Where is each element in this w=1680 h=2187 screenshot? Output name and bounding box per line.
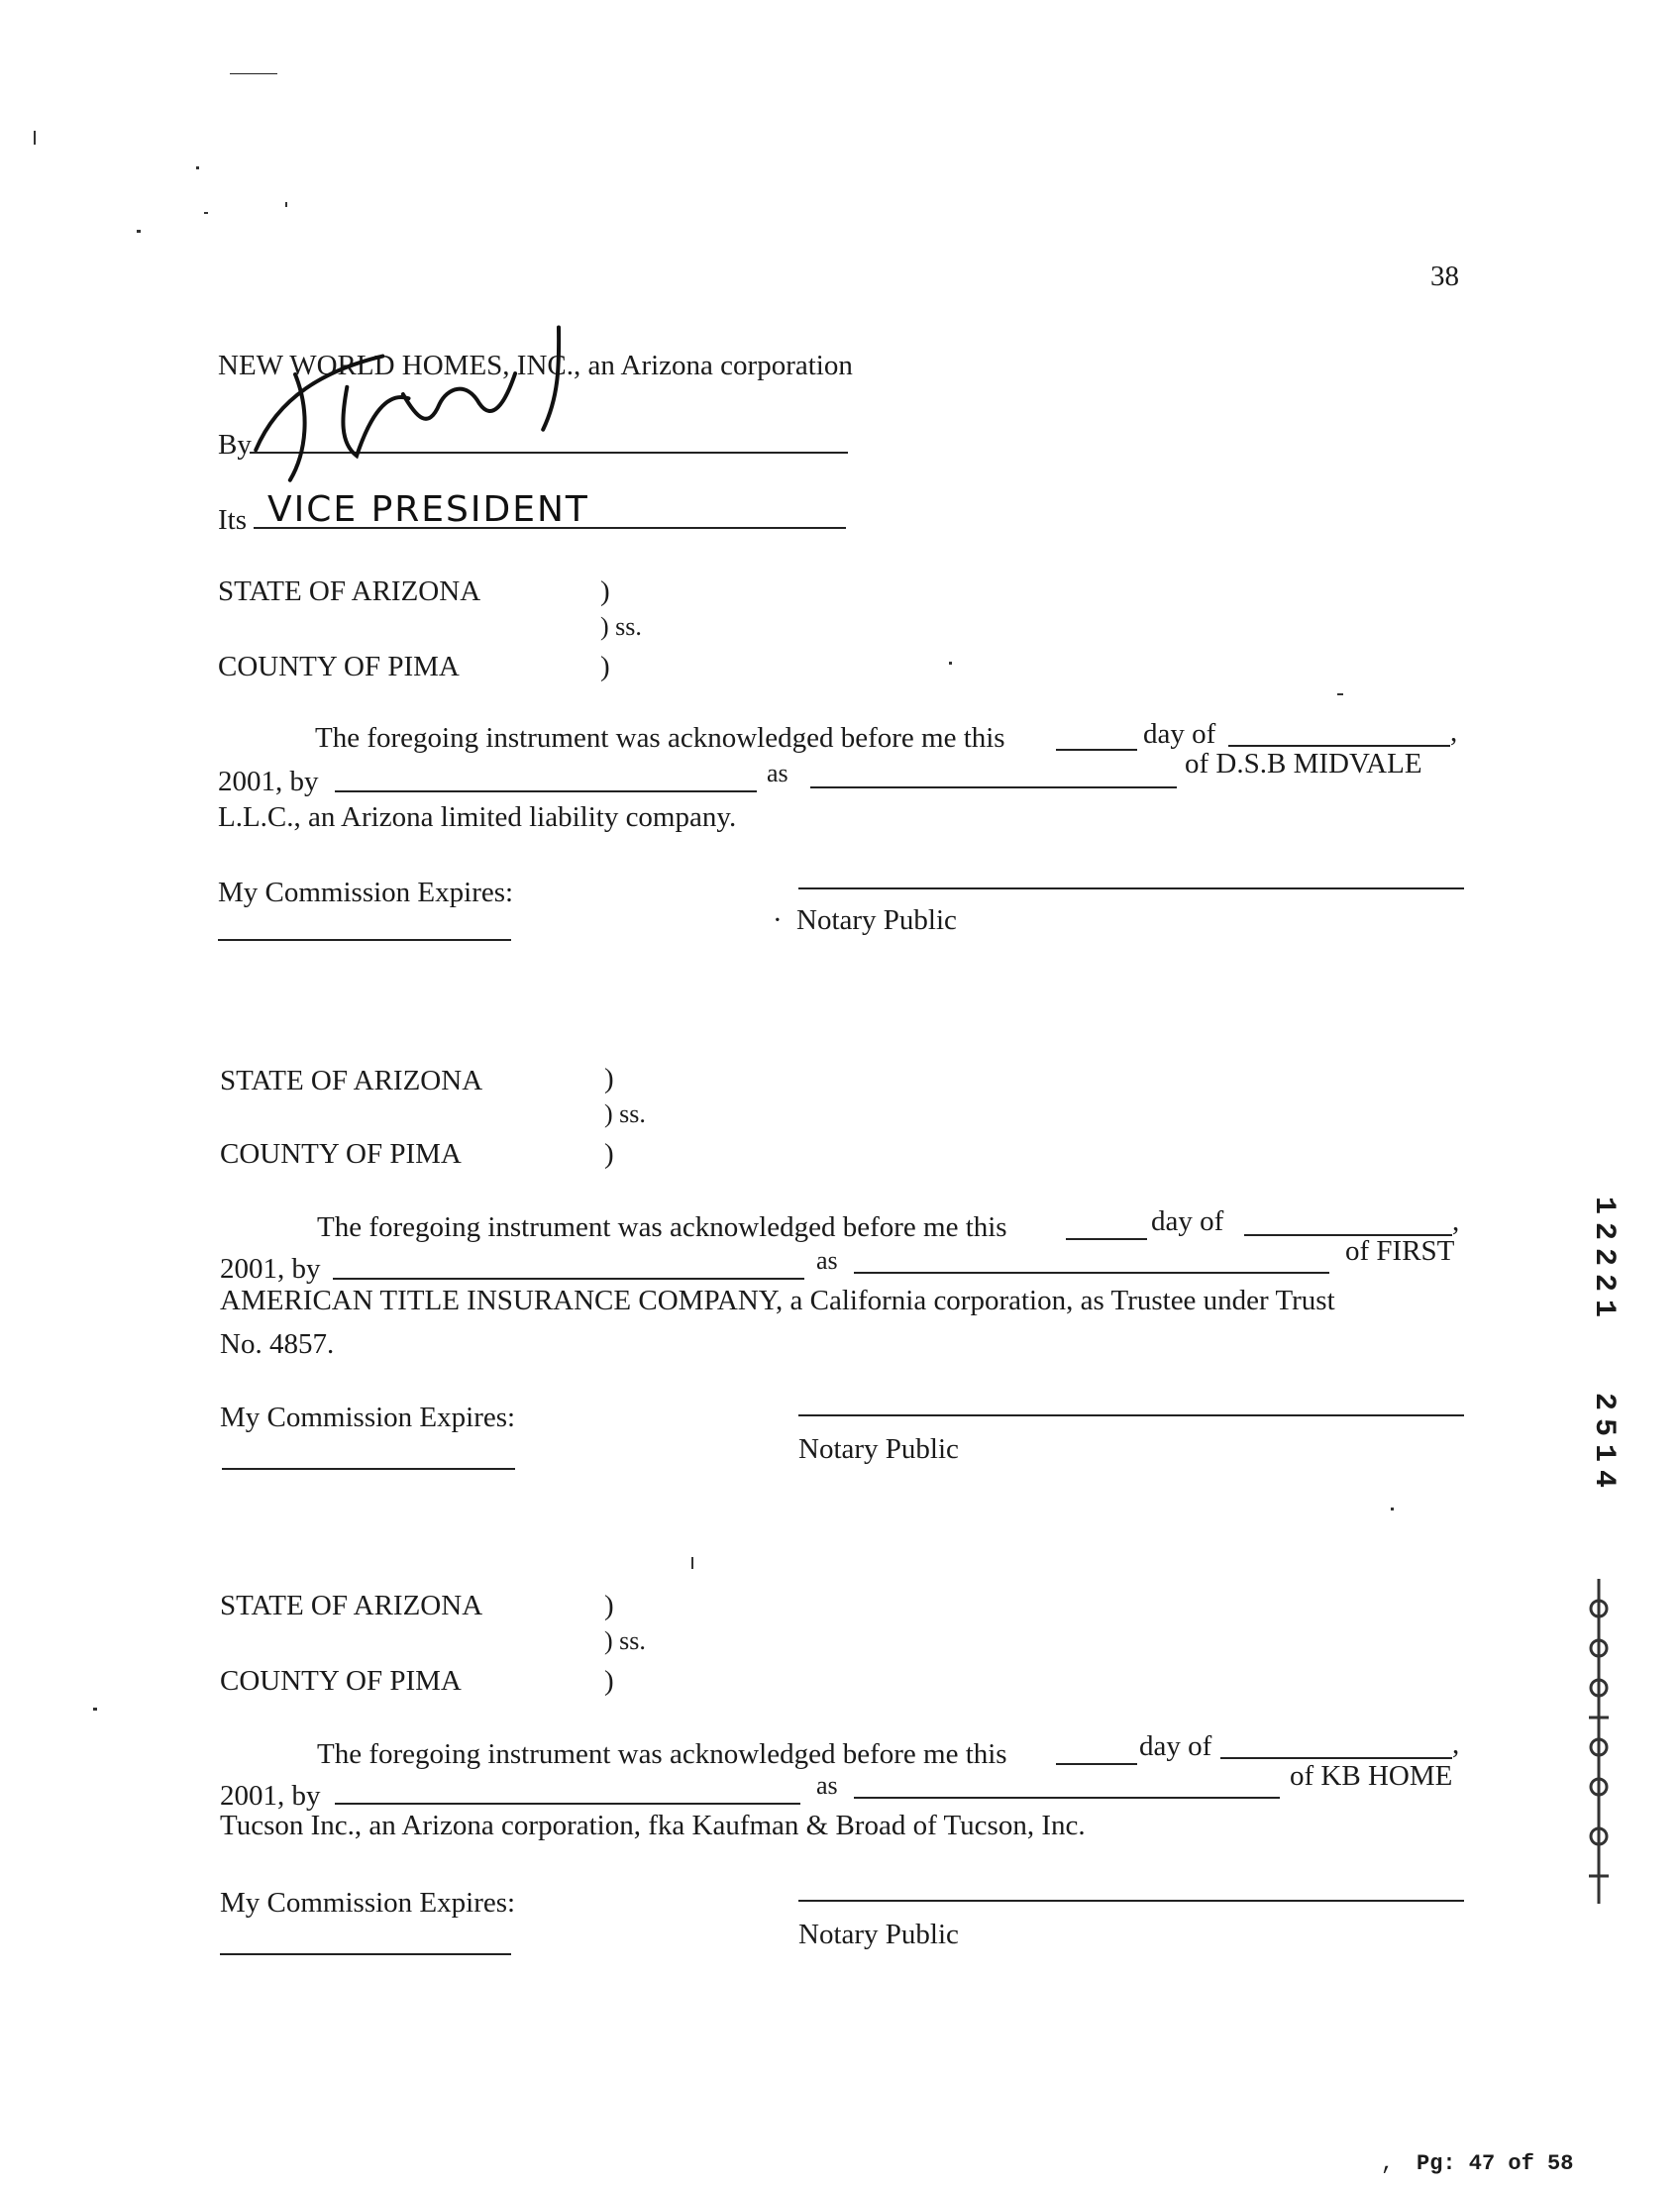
stamp-digit: 1 bbox=[1587, 1299, 1621, 1317]
county-label: COUNTY OF PIMA bbox=[220, 1665, 462, 1697]
comma: , bbox=[1452, 1205, 1460, 1237]
page-count-footer: Pg: 47 of 58 bbox=[1417, 2151, 1574, 2176]
title-blank bbox=[854, 1797, 1280, 1799]
year-by-label: 2001, by bbox=[220, 1780, 321, 1812]
its-label: Its bbox=[218, 504, 247, 536]
recording-number-top bbox=[1589, 1193, 1619, 1321]
signature-icon bbox=[234, 311, 624, 491]
commission-label: My Commission Expires: bbox=[218, 877, 514, 908]
its-handwritten-title: VICE PRESIDENT bbox=[267, 489, 589, 530]
day-blank bbox=[1066, 1238, 1147, 1240]
title-blank bbox=[854, 1272, 1329, 1274]
recording-number-bottom bbox=[1589, 1389, 1619, 1492]
notary-signature-line bbox=[798, 1900, 1464, 1902]
trust-number: No. 4857. bbox=[220, 1328, 335, 1360]
stamp-digit: 1 bbox=[1587, 1443, 1621, 1462]
state-label: STATE OF ARIZONA bbox=[218, 575, 481, 607]
ss-label: ) ss. bbox=[600, 612, 642, 641]
stamp-digit: 2 bbox=[1587, 1221, 1621, 1240]
comma: , bbox=[1450, 716, 1458, 748]
notary-label: Notary Public bbox=[798, 1919, 959, 1950]
paren: ) bbox=[604, 1665, 614, 1697]
scan-mark bbox=[230, 73, 277, 74]
scan-speck bbox=[949, 662, 952, 665]
paren: ) bbox=[604, 1590, 614, 1621]
ack-intro: The foregoing instrument was acknowledged before me this bbox=[317, 1211, 1007, 1243]
ack-intro: The foregoing instrument was acknowledged before me this bbox=[317, 1738, 1007, 1770]
paren: ) bbox=[604, 1138, 614, 1170]
title-blank bbox=[810, 786, 1177, 788]
ack-intro: The foregoing instrument was acknowledged before me this bbox=[315, 722, 1005, 754]
commission-date-line bbox=[222, 1468, 515, 1470]
scan-speck bbox=[1337, 693, 1343, 695]
signer-blank bbox=[335, 1803, 800, 1805]
scan-speck bbox=[93, 1708, 97, 1711]
stamp-digit: 5 bbox=[1587, 1417, 1621, 1436]
signer-blank bbox=[333, 1278, 804, 1280]
county-label: COUNTY OF PIMA bbox=[220, 1138, 462, 1170]
state-label: STATE OF ARIZONA bbox=[220, 1590, 483, 1621]
footer-comma: , bbox=[1381, 2151, 1395, 2176]
page-number: 38 bbox=[1430, 260, 1459, 292]
scan-speck bbox=[137, 230, 141, 233]
as-label: as bbox=[816, 1246, 838, 1275]
stamp-digit: 2 bbox=[1587, 1247, 1621, 1266]
scan-speck bbox=[196, 166, 199, 169]
day-blank bbox=[1056, 749, 1137, 751]
entity-description: Tucson Inc., an Arizona corporation, fka Kaufman & Broad of Tucson, Inc. bbox=[220, 1810, 1086, 1841]
dot: · bbox=[773, 904, 783, 936]
company-name: NEW WORLD HOMES, INC., an Arizona corporation bbox=[218, 350, 853, 381]
stamp-digit: 2 bbox=[1587, 1273, 1621, 1292]
notary-signature-line bbox=[798, 887, 1464, 889]
year-by-label: 2001, by bbox=[218, 766, 319, 797]
barcode-strip-icon bbox=[1579, 1579, 1619, 1904]
as-label: as bbox=[816, 1771, 838, 1800]
scan-speck bbox=[204, 212, 208, 214]
commission-date-line bbox=[220, 1953, 511, 1955]
state-label: STATE OF ARIZONA bbox=[220, 1065, 483, 1096]
scan-speck bbox=[691, 1557, 693, 1569]
day-blank bbox=[1056, 1763, 1137, 1765]
paren: ) bbox=[604, 1063, 614, 1094]
entity-description: L.L.C., an Arizona limited liability company. bbox=[218, 801, 737, 833]
day-of-label: day of bbox=[1151, 1205, 1224, 1237]
ss-label: ) ss. bbox=[604, 1099, 646, 1128]
day-of-label: day of bbox=[1139, 1730, 1212, 1762]
signer-blank bbox=[335, 790, 757, 792]
entity-of: of FIRST bbox=[1345, 1235, 1455, 1267]
by-label: By bbox=[218, 429, 252, 461]
comma: , bbox=[1452, 1728, 1460, 1760]
entity-description: AMERICAN TITLE INSURANCE COMPANY, a California corporation, as Trustee under Trust bbox=[220, 1285, 1335, 1316]
stamp-digit: 4 bbox=[1587, 1469, 1621, 1488]
as-label: as bbox=[767, 759, 788, 787]
stamp-digit: 1 bbox=[1587, 1196, 1621, 1214]
commission-label: My Commission Expires: bbox=[220, 1887, 516, 1919]
notary-label: Notary Public bbox=[796, 904, 957, 936]
scan-speck bbox=[285, 202, 287, 207]
day-of-label: day of bbox=[1143, 718, 1216, 750]
stamp-digit: 2 bbox=[1587, 1392, 1621, 1410]
commission-date-line bbox=[218, 939, 511, 941]
commission-label: My Commission Expires: bbox=[220, 1402, 516, 1433]
notary-signature-line bbox=[798, 1414, 1464, 1416]
signature bbox=[249, 400, 262, 476]
paren: ) bbox=[600, 575, 610, 607]
year-by-label: 2001, by bbox=[220, 1253, 321, 1285]
scan-speck bbox=[34, 131, 36, 145]
entity-of: of KB HOME bbox=[1290, 1760, 1453, 1792]
entity-of: of D.S.B MIDVALE bbox=[1185, 748, 1422, 780]
ss-label: ) ss. bbox=[604, 1626, 646, 1655]
county-label: COUNTY OF PIMA bbox=[218, 651, 460, 682]
notary-label: Notary Public bbox=[798, 1433, 959, 1465]
scan-speck bbox=[1391, 1508, 1394, 1510]
paren: ) bbox=[600, 651, 610, 682]
